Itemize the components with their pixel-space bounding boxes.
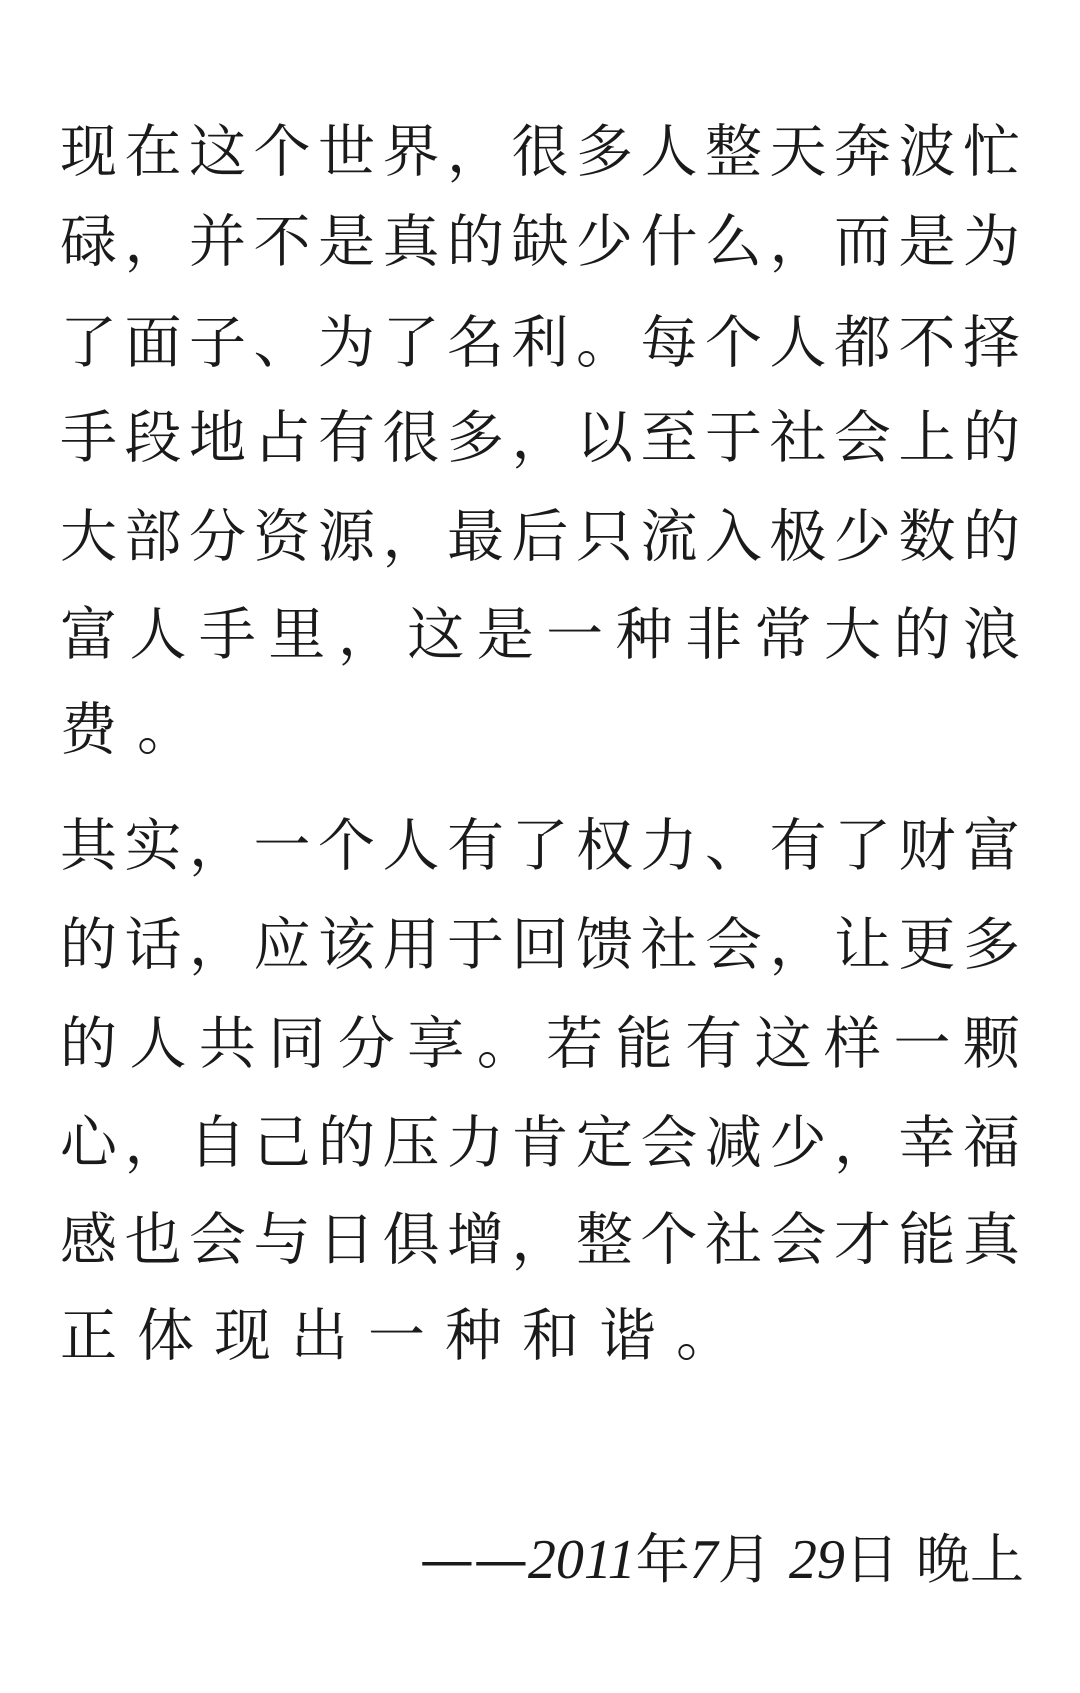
- text-character: 和: [522, 1303, 579, 1369]
- text-character: 增: [447, 1207, 504, 1273]
- text-character: 会: [834, 405, 891, 471]
- text-character: 一: [253, 813, 311, 879]
- text-character: 分: [189, 504, 246, 570]
- text-character: 这: [407, 602, 465, 668]
- text-character: 极: [769, 504, 827, 570]
- text-line: [60, 806, 1020, 886]
- text-line: [60, 905, 1020, 985]
- text-character: 若: [546, 1011, 604, 1077]
- text-line: [60, 1200, 1020, 1280]
- signature-year: 2011: [527, 1529, 636, 1591]
- text-character: 数: [898, 504, 956, 570]
- text-character: ，: [124, 1110, 182, 1176]
- text-character: ，: [337, 602, 395, 668]
- text-character: 出: [291, 1303, 348, 1369]
- text-character: 会: [640, 1110, 698, 1176]
- text-character: 幸: [898, 1110, 956, 1176]
- text-character: 有: [447, 813, 504, 879]
- text-character: 、: [253, 310, 311, 376]
- text-character: 么: [705, 209, 762, 275]
- text-character: 后: [511, 504, 569, 570]
- text-character: 真: [382, 209, 440, 275]
- text-character: 了: [834, 813, 891, 879]
- text-character: 力: [447, 1110, 504, 1176]
- text-character: 人: [640, 119, 698, 185]
- text-character: 力: [640, 813, 698, 879]
- text-character: ，: [769, 209, 827, 275]
- text-character: 也: [124, 1207, 182, 1273]
- text-character: 权: [576, 813, 633, 879]
- text-line: [60, 202, 1020, 282]
- text-character: 减: [705, 1110, 762, 1176]
- text-character: 的: [60, 1011, 117, 1077]
- text-character: 会: [769, 1207, 827, 1273]
- text-character: 很: [382, 405, 440, 471]
- text-character: 与: [253, 1207, 311, 1273]
- text-character: 多: [576, 119, 633, 185]
- text-character: 日: [318, 1207, 375, 1273]
- text-character: 源: [318, 504, 375, 570]
- text-character: 整: [705, 119, 762, 185]
- text-character: 至: [640, 405, 698, 471]
- text-character: 为: [963, 209, 1020, 275]
- text-character: 世: [318, 119, 375, 185]
- text-character: 人: [129, 1011, 187, 1077]
- text-character: ，: [382, 504, 440, 570]
- text-line: [60, 1004, 1020, 1084]
- text-character: 压: [382, 1110, 440, 1176]
- text-character: 财: [898, 813, 956, 879]
- text-character: 种: [445, 1303, 502, 1369]
- text-character: 天: [769, 119, 827, 185]
- text-character: 忙: [963, 119, 1020, 185]
- text-character: 很: [511, 119, 569, 185]
- text-character: 这: [754, 1011, 812, 1077]
- signature-time: 晚上: [916, 1528, 1024, 1591]
- text-character: 人: [129, 602, 187, 668]
- text-character: 让: [834, 912, 891, 978]
- text-character: 常: [754, 602, 812, 668]
- text-character: 地: [189, 405, 246, 471]
- text-character: 利: [511, 310, 569, 376]
- text-character: ，: [447, 119, 504, 185]
- text-character: 现: [214, 1303, 271, 1369]
- text-character: 的: [963, 405, 1020, 471]
- text-character: 现: [60, 119, 117, 185]
- text-line: [60, 398, 1020, 478]
- text-character: 缺: [511, 209, 569, 275]
- text-character: 子: [189, 310, 246, 376]
- text-character: 心: [60, 1110, 117, 1176]
- text-character: ，: [834, 1110, 891, 1176]
- text-character: 一: [368, 1303, 425, 1369]
- text-character: 应: [253, 912, 311, 978]
- text-character: 社: [640, 912, 698, 978]
- text-character: 肯: [511, 1110, 569, 1176]
- text-character: 有: [685, 1011, 743, 1077]
- text-character: 回: [511, 912, 569, 978]
- text-character: 社: [769, 405, 827, 471]
- text-character: 个: [640, 1207, 698, 1273]
- text-character: 正: [60, 1303, 117, 1369]
- text-character: 于: [705, 405, 762, 471]
- text-character: 流: [640, 504, 698, 570]
- text-character: 碌: [60, 209, 117, 275]
- text-character: ，: [511, 1207, 569, 1273]
- text-character: 不: [253, 209, 311, 275]
- text-character: 福: [963, 1110, 1020, 1176]
- text-character: 。: [676, 1303, 733, 1369]
- text-character: 每: [640, 310, 698, 376]
- text-character: 于: [447, 912, 504, 978]
- text-character: 名: [447, 310, 504, 376]
- text-character: 的: [60, 912, 117, 978]
- text-character: 分: [337, 1011, 395, 1077]
- text-character: 样: [823, 1011, 881, 1077]
- text-character: 个: [253, 119, 311, 185]
- text-character: 富: [963, 813, 1020, 879]
- text-character: 个: [318, 813, 375, 879]
- text-character: 谐: [599, 1303, 656, 1369]
- text-character: 浪: [962, 602, 1020, 668]
- text-character: 体: [137, 1303, 194, 1369]
- text-character: 实: [124, 813, 182, 879]
- text-character: 其: [60, 813, 117, 879]
- text-character: 是: [898, 209, 956, 275]
- text-character: 。: [576, 310, 633, 376]
- text-character: 界: [382, 119, 440, 185]
- text-character: ，: [124, 209, 182, 275]
- text-character: 了: [511, 813, 569, 879]
- text-character: 手: [198, 602, 256, 668]
- text-character: 上: [898, 405, 956, 471]
- text-character: 是: [318, 209, 375, 275]
- text-character: 大: [823, 602, 881, 668]
- text-character: 己: [253, 1110, 311, 1176]
- text-character: 在: [124, 119, 182, 185]
- text-character: 面: [124, 310, 182, 376]
- text-character: 。: [476, 1011, 534, 1077]
- text-character: 一: [893, 1011, 951, 1077]
- text-character: 更: [898, 912, 956, 978]
- text-line: [60, 303, 1020, 383]
- text-line: [60, 1296, 1020, 1376]
- text-character: 享: [407, 1011, 465, 1077]
- text-character: 的: [963, 504, 1020, 570]
- text-character: 人: [382, 813, 440, 879]
- text-character: 同: [268, 1011, 326, 1077]
- text-character: 会: [705, 912, 762, 978]
- text-character: 少: [769, 1110, 827, 1176]
- text-character: 多: [447, 405, 504, 471]
- signature-month-unit: 月: [717, 1528, 789, 1591]
- text-character: 颗: [962, 1011, 1020, 1077]
- text-character: 什: [640, 209, 698, 275]
- text-character: 人: [769, 310, 827, 376]
- text-character: 该: [318, 912, 375, 978]
- text-character: 整: [576, 1207, 633, 1273]
- text-line: [60, 595, 1020, 675]
- text-character: 少: [834, 504, 891, 570]
- text-character: 的: [318, 1110, 375, 1176]
- text-character: 社: [705, 1207, 762, 1273]
- text-character: 为: [318, 310, 375, 376]
- text-character: 富: [60, 602, 117, 668]
- text-character: 定: [576, 1110, 633, 1176]
- text-character: 大: [60, 504, 117, 570]
- text-character: 手: [60, 405, 117, 471]
- text-character: 种: [615, 602, 673, 668]
- text-character: 用: [382, 912, 440, 978]
- text-character: 以: [576, 405, 633, 471]
- text-line: [60, 690, 1020, 770]
- text-character: 的: [447, 209, 504, 275]
- signature-dash: ——: [419, 1528, 528, 1591]
- text-character: 最: [447, 504, 504, 570]
- text-character: 不: [898, 310, 956, 376]
- text-character: 资: [253, 504, 311, 570]
- text-character: 择: [963, 310, 1020, 376]
- text-character: 个: [705, 310, 762, 376]
- signature-day-unit: 日: [844, 1528, 916, 1591]
- text-character: 能: [898, 1207, 956, 1273]
- text-character: 感: [60, 1207, 117, 1273]
- text-line: [60, 112, 1020, 192]
- text-character: 、: [705, 813, 762, 879]
- text-character: 占: [253, 405, 311, 471]
- text-character: 有: [318, 405, 375, 471]
- text-character: 一: [546, 602, 604, 668]
- text-character: 了: [60, 310, 117, 376]
- text-character: ，: [189, 813, 246, 879]
- text-line: [60, 1103, 1020, 1183]
- text-character: 能: [615, 1011, 673, 1077]
- text-character: 并: [189, 209, 246, 275]
- text-character: ，: [511, 405, 569, 471]
- text-character: 段: [124, 405, 182, 471]
- text-character: 共: [198, 1011, 256, 1077]
- text-character: 多: [963, 912, 1020, 978]
- text-line: [60, 497, 1020, 577]
- signature-day: 29: [788, 1529, 845, 1591]
- text-character: 只: [576, 504, 633, 570]
- text-character: 波: [898, 119, 956, 185]
- text-character: 馈: [576, 912, 633, 978]
- text-character: 少: [576, 209, 633, 275]
- text-character: 费: [60, 697, 117, 763]
- text-character: 是: [476, 602, 534, 668]
- text-character: 的: [893, 602, 951, 668]
- text-character: 话: [124, 912, 182, 978]
- text-character: 这: [189, 119, 246, 185]
- text-character: 了: [382, 310, 440, 376]
- signature-date: [420, 1520, 1024, 1600]
- text-character: 。: [137, 697, 194, 763]
- text-character: 真: [963, 1207, 1020, 1273]
- text-character: 会: [189, 1207, 246, 1273]
- text-character: 自: [189, 1110, 246, 1176]
- signature-year-unit: 年: [635, 1528, 690, 1591]
- text-character: 有: [769, 813, 827, 879]
- text-character: 而: [834, 209, 891, 275]
- text-character: 奔: [834, 119, 891, 185]
- text-character: 部: [124, 504, 182, 570]
- text-character: 才: [834, 1207, 891, 1273]
- signature-month: 7: [689, 1529, 718, 1591]
- text-character: 都: [834, 310, 891, 376]
- text-character: 里: [268, 602, 326, 668]
- text-character: 非: [685, 602, 743, 668]
- text-character: ，: [189, 912, 246, 978]
- text-character: 入: [705, 504, 762, 570]
- text-character: ，: [769, 912, 827, 978]
- text-character: 俱: [382, 1207, 440, 1273]
